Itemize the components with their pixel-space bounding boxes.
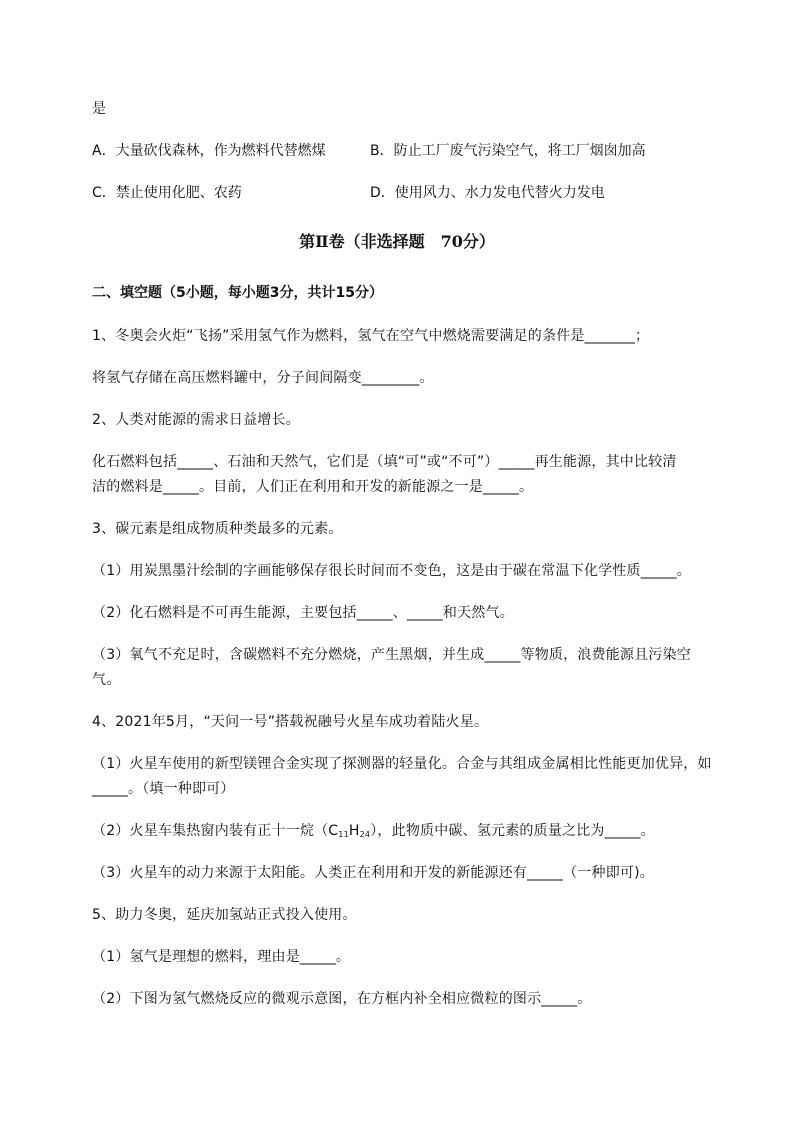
subscript-24: 24 xyxy=(359,830,371,839)
subscript-11: 11 xyxy=(338,830,349,839)
option-a: A．大量砍伐森林，作为燃料代替燃煤 xyxy=(92,143,326,159)
q4-part-2-post: ），此物质中碳、氢元素的质量之比为_____。 xyxy=(370,823,655,839)
q4-part-2 xyxy=(92,821,655,841)
q5-stem: 5、助力冬奥，延庆加氢站正式投入使用。 xyxy=(92,907,357,923)
q3-stem: 3、碳元素是组成物质种类最多的元素。 xyxy=(92,521,343,537)
q4-part-3: （3）火星车的动力来源于太阳能。人类正在利用和开发的新能源还有_____（一种即可)。 xyxy=(92,865,654,881)
q5-part-2: （2）下图为氢气燃烧反应的微观示意图，在方框内补全相应微粒的图示_____。 xyxy=(92,991,592,1007)
q4-stem: 4、2021年5月，“天问一号”搭载祝融号火星车成功着陆火星。 xyxy=(92,714,489,730)
q1-line-2: 将氢气存储在高压燃料罐中，分子间间隔变________。 xyxy=(92,370,434,386)
q1-line-1: 1、冬奥会火炬“飞扬”采用氢气作为燃料，氢气在空气中燃烧需要满足的条件是_______； xyxy=(92,328,650,344)
q2-stem: 2、人类对能源的需求日益增长。 xyxy=(92,412,300,428)
option-d: D．使用风力、水力发电代替火力发电 xyxy=(370,185,605,201)
option-b: B．防止工厂废气污染空气，将工厂烟囱加高 xyxy=(370,143,646,159)
q4-part-2-h: H xyxy=(348,823,360,839)
q5-part-1: （1）氢气是理想的燃料，理由是_____。 xyxy=(92,949,351,965)
q4-part-1-line-2: _____。（填一种即可） xyxy=(92,781,235,797)
question-continuation: 是 xyxy=(92,101,107,117)
option-c: C．禁止使用化肥、农药 xyxy=(92,185,242,201)
q3-part-2: （2）化石燃料是不可再生能源，主要包括_____、_____和天然气。 xyxy=(92,605,514,621)
part-2-title: 第Ⅱ卷（非选择题 70分） xyxy=(299,232,495,251)
q3-part-3-line-2: 气。 xyxy=(92,672,121,688)
q4-part-1-line-1: （1）火星车使用的新型镁锂合金实现了探测器的轻量化。合金与其组成金属相比性能更加优异，如 xyxy=(92,756,712,772)
section-title: 二、填空题（5小题，每小题3分，共计15分） xyxy=(92,285,383,301)
q2-line-1: 化石燃料包括_____、石油和天然气，它们是（填“可”或“不可”）_____再生能源，其中比较清 xyxy=(92,454,677,470)
q4-part-2-pre: （2）火星车集热窗内装有正十一烷（C xyxy=(92,823,339,839)
q2-line-2: 洁的燃料是_____。目前，人们正在利用和开发的新能源之一是_____。 xyxy=(92,479,534,495)
q3-part-1: （1）用炭黑墨汁绘制的字画能够保存很长时间而不变色，这是由于碳在常温下化学性质_____。 xyxy=(92,563,691,579)
q3-part-3-line-1: （3）氧气不充足时，含碳燃料不充分燃烧，产生黑烟，并生成_____等物质，浪费能源且污染空 xyxy=(92,647,691,663)
